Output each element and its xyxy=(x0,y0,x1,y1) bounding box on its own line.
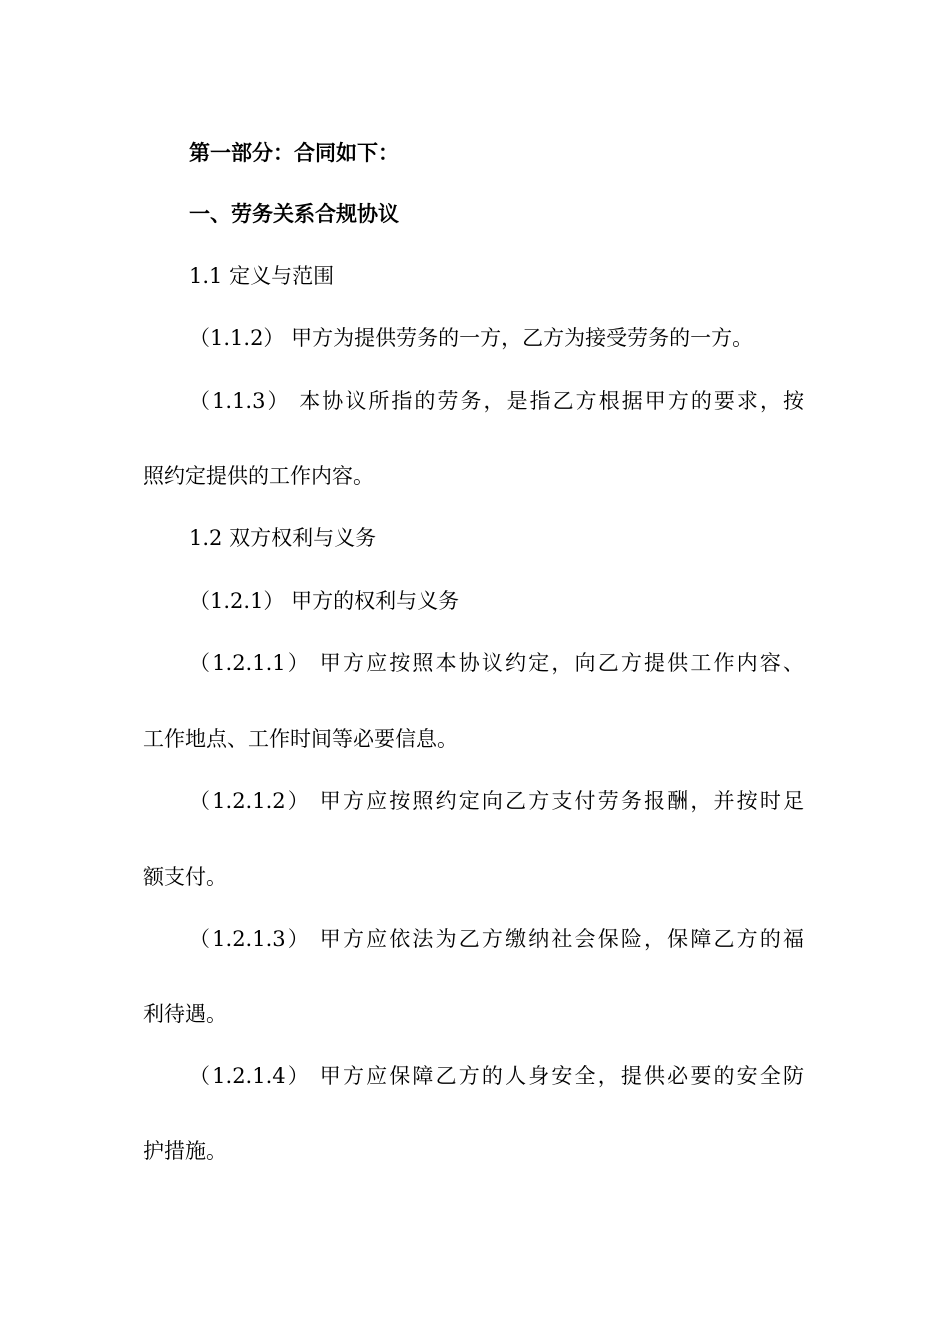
clause-1-2-1: （1.2.1） 甲方的权利与义务 xyxy=(189,589,460,613)
subsection-heading-1-2: 1.2 双方权利与义务 xyxy=(189,526,377,550)
section-heading: 一、劳务关系合规协议 xyxy=(189,202,399,226)
clause-1-2-1-2-line1: （1.2.1.2） 甲方应按照约定向乙方支付劳务报酬，并按时足 xyxy=(189,789,804,813)
clause-1-1-3-line1: （1.1.3） 本协议所指的劳务，是指乙方根据甲方的要求，按 xyxy=(189,389,804,413)
clause-1-2-1-1-line2: 工作地点、工作时间等必要信息。 xyxy=(143,727,458,751)
clause-1-2-1-3-line2: 利待遇。 xyxy=(143,1002,227,1026)
clause-1-2-1-2-line2: 额支付。 xyxy=(143,865,227,889)
clause-1-2-1-4-line1: （1.2.1.4） 甲方应保障乙方的人身安全，提供必要的安全防 xyxy=(189,1064,804,1088)
clause-1-2-1-1-line1: （1.2.1.1） 甲方应按照本协议约定，向乙方提供工作内容、 xyxy=(189,651,804,675)
clause-1-1-2: （1.1.2） 甲方为提供劳务的一方，乙方为接受劳务的一方。 xyxy=(189,326,754,350)
subsection-heading-1-1: 1.1 定义与范围 xyxy=(189,264,335,288)
part-heading: 第一部分：合同如下： xyxy=(189,141,399,165)
clause-1-1-3-line2: 照约定提供的工作内容。 xyxy=(143,464,374,488)
clause-1-2-1-4-line2: 护措施。 xyxy=(143,1139,227,1163)
clause-1-2-1-3-line1: （1.2.1.3） 甲方应依法为乙方缴纳社会保险，保障乙方的福 xyxy=(189,927,804,951)
